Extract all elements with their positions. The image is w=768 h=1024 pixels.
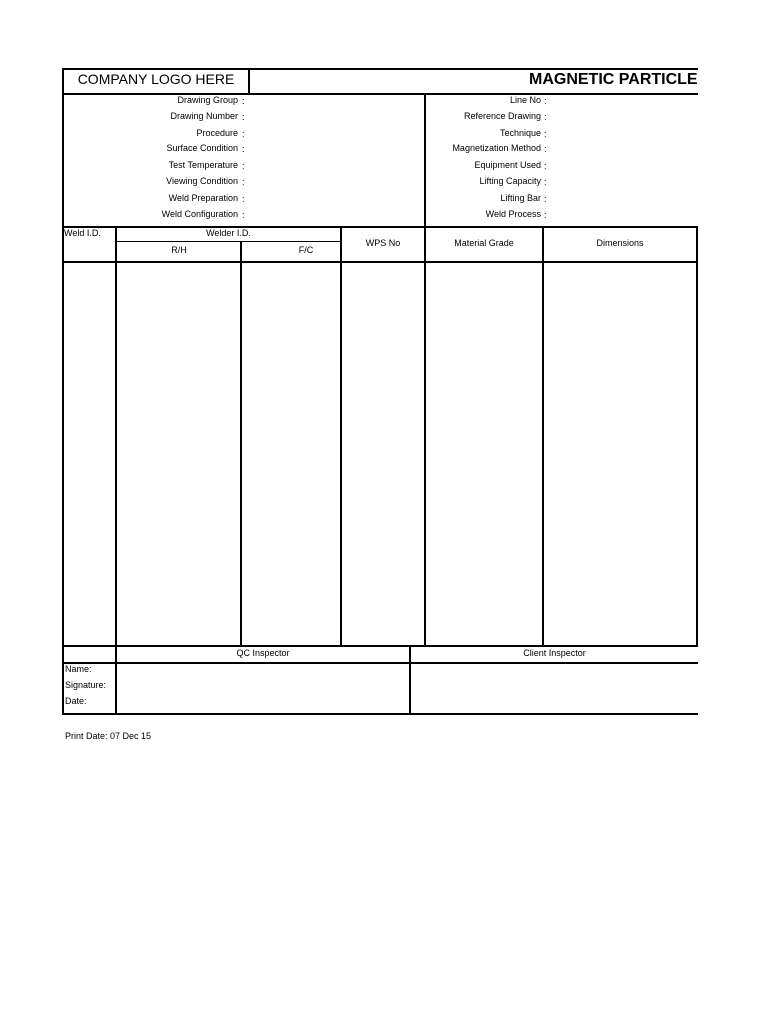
- field-label: Line No: [509, 95, 541, 105]
- date-label: Date:: [65, 696, 87, 706]
- field-divider: [424, 93, 426, 227]
- field-separator: :: [242, 112, 245, 122]
- logo-divider: [248, 68, 250, 94]
- col-line: [696, 226, 698, 646]
- field-label: Equipment Used: [474, 160, 541, 170]
- wps-no-header: WPS No: [365, 238, 401, 248]
- field-label: Procedure: [196, 128, 238, 138]
- company-logo-placeholder: COMPANY LOGO HERE: [77, 71, 235, 87]
- field-label: Technique: [499, 128, 541, 138]
- field-label: Viewing Condition: [166, 176, 238, 186]
- field-separator: :: [544, 194, 547, 204]
- field-label: Magnetization Method: [452, 143, 541, 153]
- field-separator: :: [544, 96, 547, 106]
- table-header-bottom: [62, 261, 698, 263]
- field-separator: :: [242, 194, 245, 204]
- field-separator: :: [544, 161, 547, 171]
- print-date: Print Date: 07 Dec 15: [65, 731, 152, 741]
- field-label: Surface Condition: [166, 143, 238, 153]
- rh-header: R/H: [171, 245, 187, 255]
- welder-id-header: Welder I.D.: [206, 228, 251, 238]
- field-separator: :: [544, 177, 547, 187]
- signoff-bottom-border: [62, 713, 698, 715]
- field-separator: :: [544, 129, 547, 139]
- weld-id-header: Weld I.D.: [64, 228, 101, 238]
- welder-subheader-line: [116, 241, 341, 242]
- col-line: [542, 226, 544, 646]
- signoff-header-bottom: [62, 662, 698, 664]
- fc-header: F/C: [298, 245, 314, 255]
- field-label: Weld Process: [485, 209, 541, 219]
- material-grade-header: Material Grade: [454, 238, 514, 248]
- signoff-top-border: [62, 645, 698, 647]
- field-separator: :: [242, 210, 245, 220]
- header-bottom-border: [62, 93, 698, 95]
- col-line: [240, 241, 242, 646]
- signature-label: Signature:: [65, 680, 107, 690]
- field-label: Weld Configuration: [161, 209, 238, 219]
- col-line: [115, 226, 117, 646]
- left-border: [62, 68, 64, 715]
- page-title: MAGNETIC PARTICLE: [529, 71, 698, 88]
- field-label: Lifting Capacity: [479, 176, 541, 186]
- field-separator: :: [242, 144, 245, 154]
- field-separator: :: [544, 112, 547, 122]
- field-separator: :: [242, 96, 245, 106]
- field-label: Reference Drawing: [463, 111, 541, 121]
- field-label: Lifting Bar: [500, 193, 541, 203]
- field-separator: :: [544, 210, 547, 220]
- field-separator: :: [242, 161, 245, 171]
- field-label: Drawing Group: [177, 95, 238, 105]
- col-line: [340, 226, 342, 646]
- field-label: Test Temperature: [168, 160, 238, 170]
- field-label: Weld Preparation: [168, 193, 238, 203]
- col-line: [424, 226, 426, 646]
- dimensions-header: Dimensions: [596, 238, 644, 248]
- qc-inspector-header: QC Inspector: [236, 648, 290, 658]
- field-separator: :: [242, 177, 245, 187]
- field-separator: :: [544, 144, 547, 154]
- field-label: Drawing Number: [170, 111, 238, 121]
- name-label: Name:: [65, 664, 92, 674]
- client-inspector-header: Client Inspector: [523, 648, 586, 658]
- field-separator: :: [242, 129, 245, 139]
